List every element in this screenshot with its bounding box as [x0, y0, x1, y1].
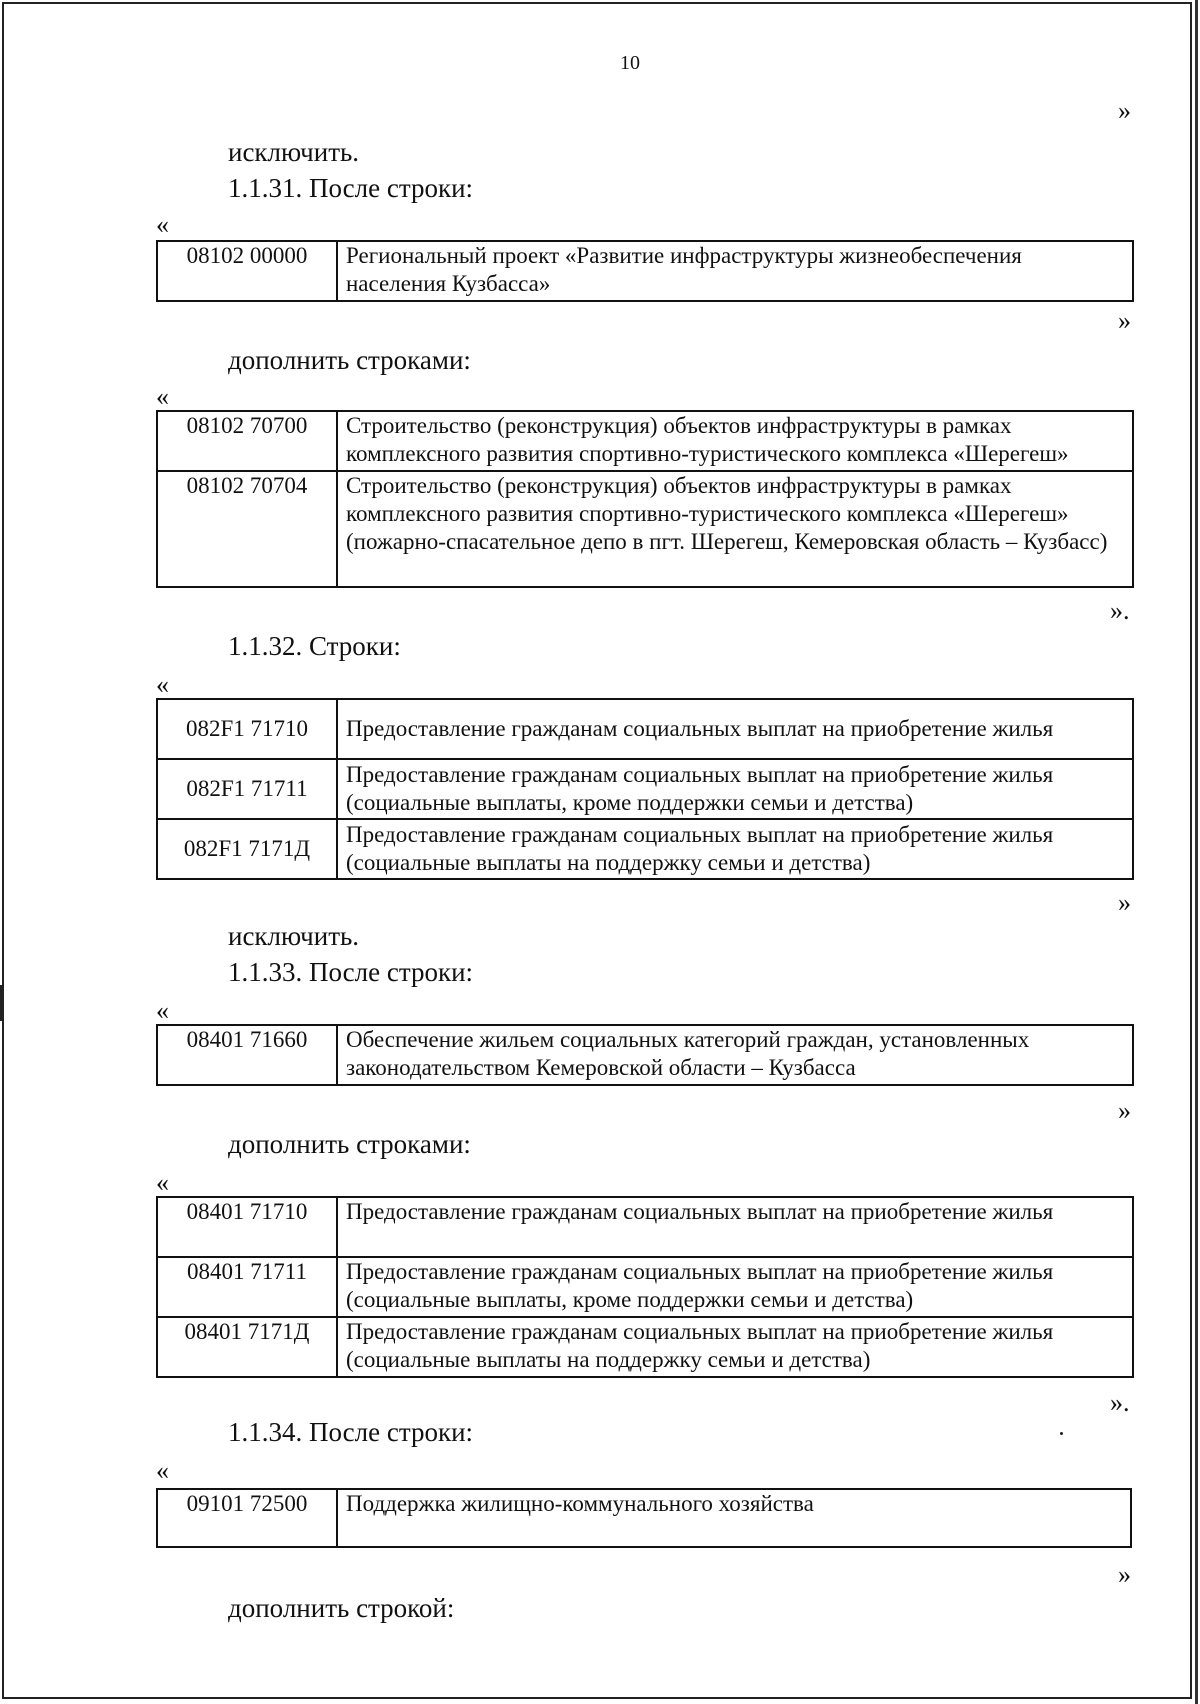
scan-speck [1060, 1432, 1063, 1435]
item-1-1-33-action: дополнить строками: [228, 1129, 471, 1159]
item-1-1-31-heading: 1.1.31. После строки: [228, 173, 474, 203]
item-1-1-34-action: дополнить строкой: [228, 1593, 455, 1623]
item-1-1-31-added-table [156, 410, 1134, 588]
table-row [157, 411, 1133, 471]
opening-quote: « [156, 382, 169, 411]
closing-quote-period: ». [1110, 1388, 1130, 1417]
closing-quote: » [1118, 1096, 1131, 1125]
closing-quote: » [1118, 96, 1131, 125]
item-1-1-31-existing-table [156, 240, 1134, 302]
closing-quote-period: ». [1110, 596, 1130, 625]
row-code: 08401 71711 [157, 1257, 337, 1317]
opening-quote: « [156, 996, 169, 1025]
row-text: Поддержка жилищно-коммунального хозяйства [337, 1489, 1131, 1547]
table-row [157, 699, 1133, 759]
item-1-1-31-action: дополнить строками: [228, 345, 471, 375]
row-code: 08102 00000 [157, 241, 337, 301]
row-text: Предоставление гражданам социальных выплат на приобретение жилья [337, 699, 1133, 759]
row-code: 08102 70700 [157, 411, 337, 471]
row-text: Предоставление гражданам социальных выплат на приобретение жилья (социальные выплаты на поддержку семьи и детства) [337, 1317, 1133, 1377]
row-text: Предоставление гражданам социальных выплат на приобретение жилья (социальные выплаты, кроме поддержки семьи и детства) [337, 759, 1133, 819]
row-code: 08401 71710 [157, 1197, 337, 1257]
opening-quote: « [156, 1456, 169, 1485]
opening-quote: « [156, 1168, 169, 1197]
scan-edge-shadow [1195, 0, 1198, 1704]
item-1-1-32-heading: 1.1.32. Строки: [228, 631, 401, 661]
row-code: 08401 7171Д [157, 1317, 337, 1377]
row-text: Предоставление гражданам социальных выплат на приобретение жилья (социальные выплаты, кроме поддержки семьи и детства) [337, 1257, 1133, 1317]
opening-quote: « [156, 670, 169, 699]
item-1-1-32-action: исключить. [228, 921, 360, 951]
item-1-1-34-heading: 1.1.34. После строки: [228, 1417, 474, 1447]
row-text: Предоставление гражданам социальных выплат на приобретение жилья (социальные выплаты на поддержку семьи и детства) [337, 819, 1133, 879]
row-code: 082F1 7171Д [157, 819, 337, 879]
row-text: Региональный проект «Развитие инфраструктуры жизнеобеспечения населения Кузбасса» [337, 241, 1133, 301]
row-code: 08102 70704 [157, 471, 337, 587]
item-1-1-34-existing-table [156, 1488, 1132, 1548]
table-row [157, 1257, 1133, 1317]
item-1-1-33-heading: 1.1.33. После строки: [228, 957, 474, 987]
closing-quote: » [1118, 1560, 1131, 1589]
table-row [157, 1197, 1133, 1257]
table-row [157, 241, 1133, 301]
table-row [157, 471, 1133, 587]
table-row [157, 759, 1133, 819]
table-row [157, 1489, 1131, 1547]
row-code: 08401 71660 [157, 1025, 337, 1085]
row-code: 082F1 71711 [157, 759, 337, 819]
table-row [157, 1317, 1133, 1377]
table-row [157, 1025, 1133, 1085]
prev-item-action: исключить. [228, 137, 360, 167]
row-text: Строительство (реконструкция) объектов инфраструктуры в рамках комплексного развития спортивно-туристического комплекса «Шерегеш» [337, 411, 1133, 471]
item-1-1-32-table [156, 698, 1134, 880]
closing-quote: » [1118, 306, 1131, 335]
opening-quote: « [156, 210, 169, 239]
row-code: 082F1 71710 [157, 699, 337, 759]
row-text: Обеспечение жильем социальных категорий граждан, установленных законодательством Кемеровской области – Кузбасса [337, 1025, 1133, 1085]
row-text: Строительство (реконструкция) объектов инфраструктуры в рамках комплексного развития спортивно-туристического комплекса «Шерегеш» (пожарно-спасательное депо в пгт. Шерегеш, Кемеровская область – Кузбасс) [337, 471, 1133, 587]
scan-margin-mark [0, 985, 3, 1021]
page-number: 10 [620, 52, 640, 74]
item-1-1-33-existing-table [156, 1024, 1134, 1086]
item-1-1-33-added-table [156, 1196, 1134, 1378]
row-text: Предоставление гражданам социальных выплат на приобретение жилья [337, 1197, 1133, 1257]
table-row [157, 819, 1133, 879]
closing-quote: » [1118, 888, 1131, 917]
row-code: 09101 72500 [157, 1489, 337, 1547]
